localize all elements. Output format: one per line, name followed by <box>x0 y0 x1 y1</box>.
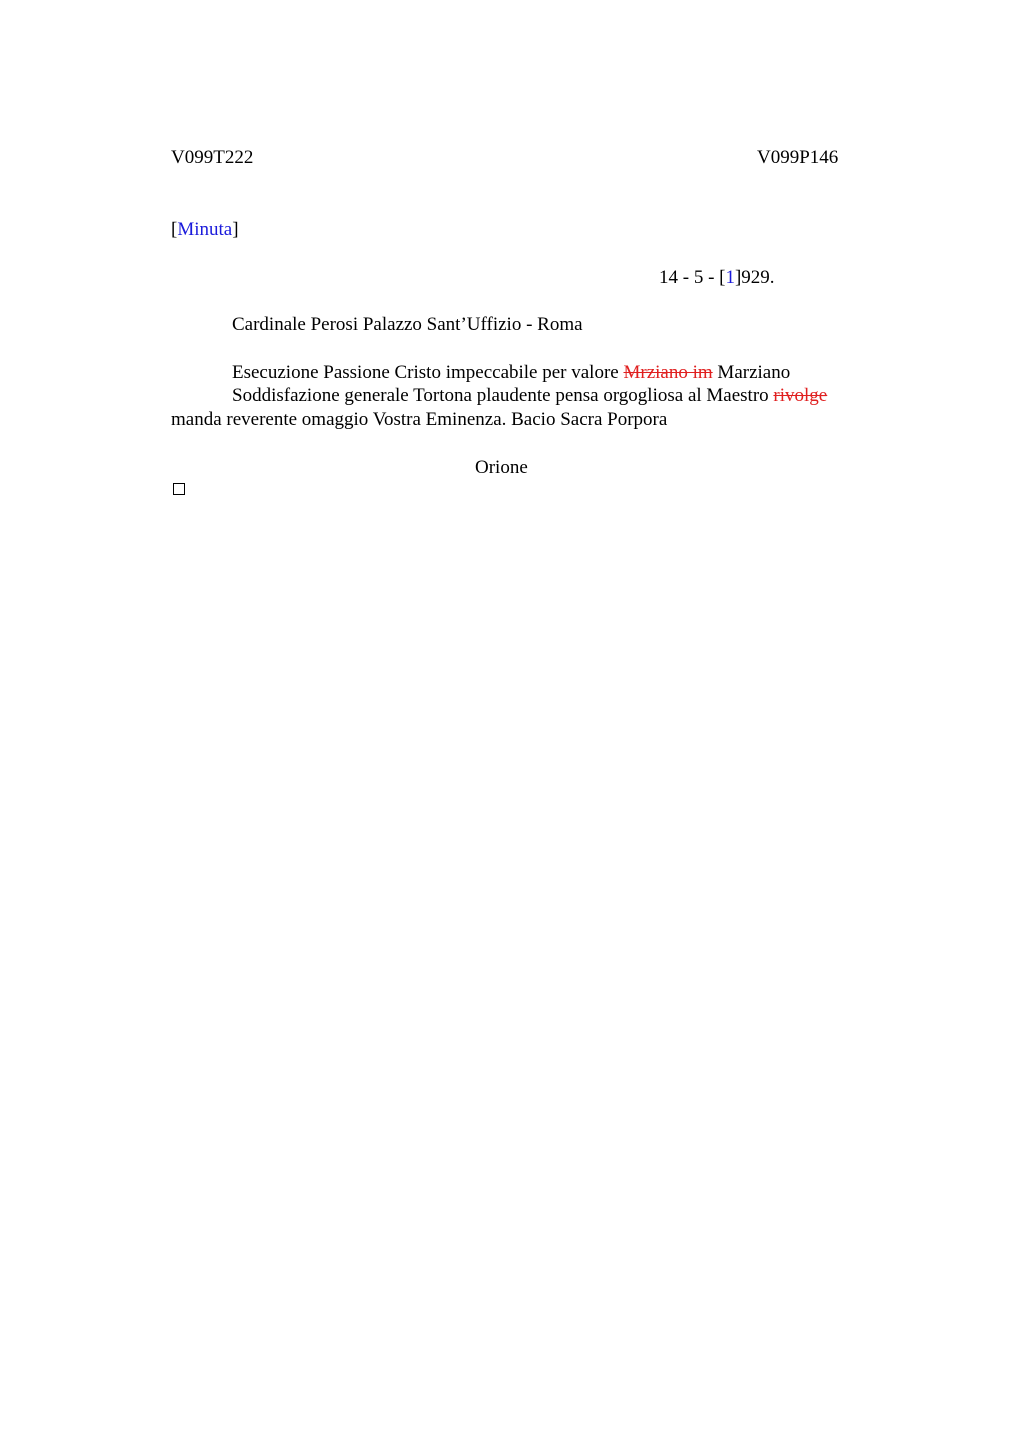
letter-date <box>659 266 775 290</box>
deleted-text-2: rivolge <box>773 385 828 406</box>
end-marker-box <box>173 483 185 495</box>
document-code-left: V099T222 <box>171 147 254 168</box>
draft-label-text: Minuta <box>177 219 233 240</box>
date-inserted-digit: 1 <box>725 267 735 288</box>
signature: Orione <box>475 457 528 478</box>
body-line-1 <box>232 361 790 385</box>
document-code-right: V099P146 <box>757 147 839 168</box>
draft-label <box>171 218 239 242</box>
addressee-line: Cardinale Perosi Palazzo Sant’Uffizio - Roma <box>232 314 583 335</box>
body-line-1-end: Marziano <box>717 362 791 383</box>
body-line-2-text: Soddisfazione generale Tortona plaudente pensa orgogliosa al Maestro <box>232 385 769 406</box>
deleted-text-1: Mrziano im <box>623 362 713 383</box>
body-line-2 <box>232 384 827 408</box>
date-prefix: 14 - 5 - [ <box>659 267 726 288</box>
body-line-3: manda reverente omaggio Vostra Eminenza. Bacio Sacra Porpora <box>171 409 668 430</box>
date-suffix: ]929. <box>734 267 775 288</box>
draft-close-bracket: ] <box>232 219 239 240</box>
draft-open-bracket: [ <box>171 219 178 240</box>
body-line-1-text: Esecuzione Passione Cristo impeccabile per valore <box>232 362 619 383</box>
